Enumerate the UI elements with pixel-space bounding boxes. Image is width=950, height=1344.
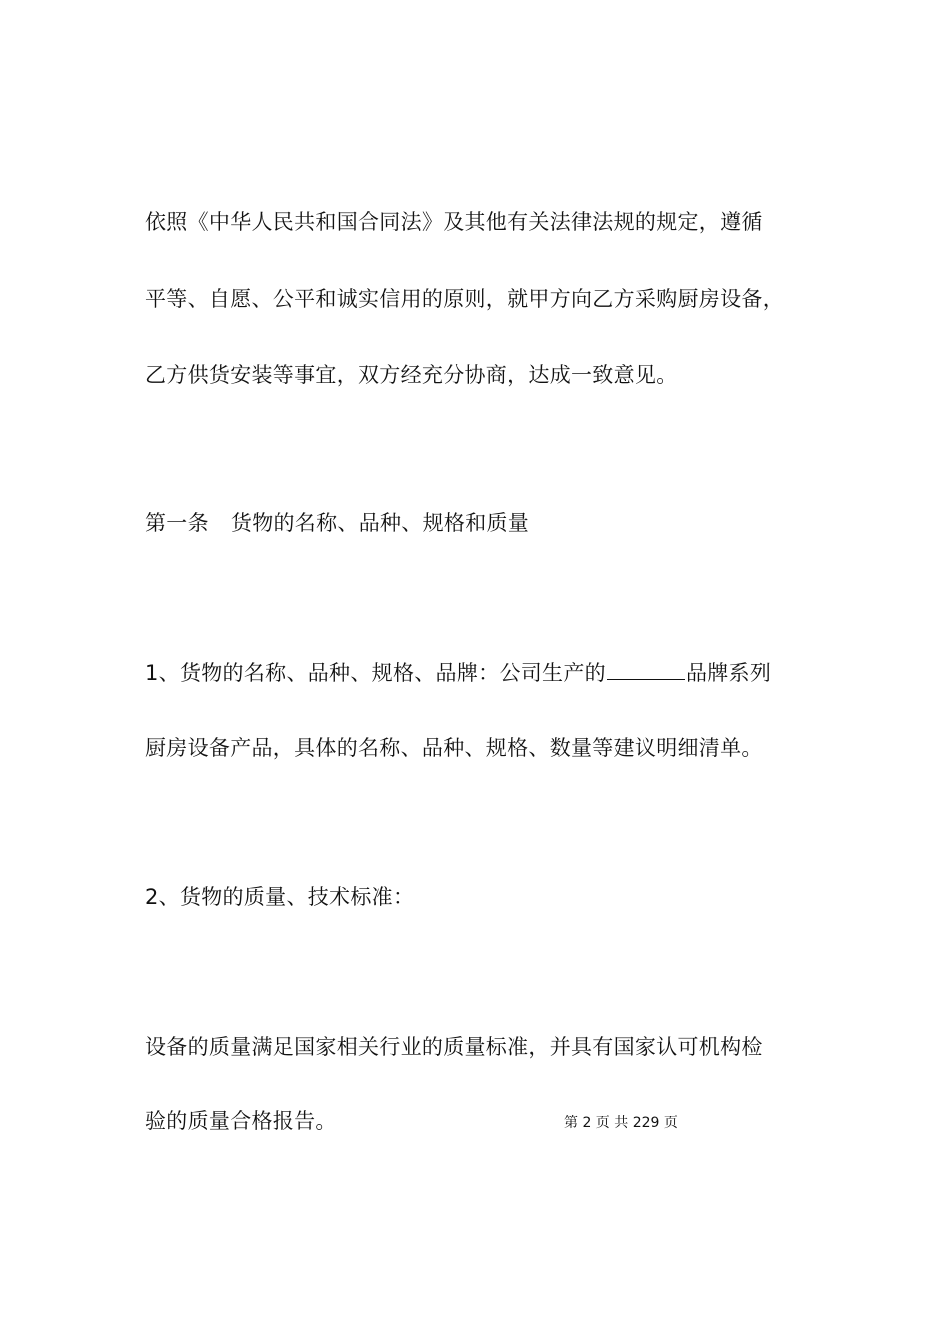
page-number: 第 2 页 共 229 页	[564, 1115, 678, 1131]
article-1-heading	[145, 508, 529, 538]
item-2-heading: 2、货物的质量、技术标准：	[145, 885, 415, 909]
article-1-label: 第一条	[145, 511, 209, 535]
paragraph-2-line-1: 设备的质量满足国家相关行业的质量标准，并具有国家认可机构检	[145, 1035, 763, 1059]
brand-blank-field	[607, 659, 685, 680]
paragraph-2-line-2: 验的质量合格报告。	[145, 1109, 337, 1133]
paragraph-1-line-1: 依照《中华人民共和国合同法》及其他有关法律法规的规定，遵循	[145, 210, 763, 234]
item-1-text-after-blank: 品牌系列	[685, 661, 772, 685]
item-1-text-before-blank: 1、货物的名称、品种、规格、品牌：公司生产的	[145, 661, 606, 685]
paragraph-1-line-2: 平等、自愿、公平和诚实信用的原则，就甲方向乙方采购厨房设备，	[145, 287, 784, 311]
paragraph-1-line-3: 乙方供货安装等事宜，双方经充分协商，达成一致意见。	[145, 363, 678, 387]
article-1-title: 货物的名称、品种、规格和质量	[230, 511, 530, 535]
item-1-line-2: 厨房设备产品，具体的名称、品种、规格、数量等建议明细清单。	[145, 736, 763, 760]
item-1-line-1	[145, 658, 771, 688]
